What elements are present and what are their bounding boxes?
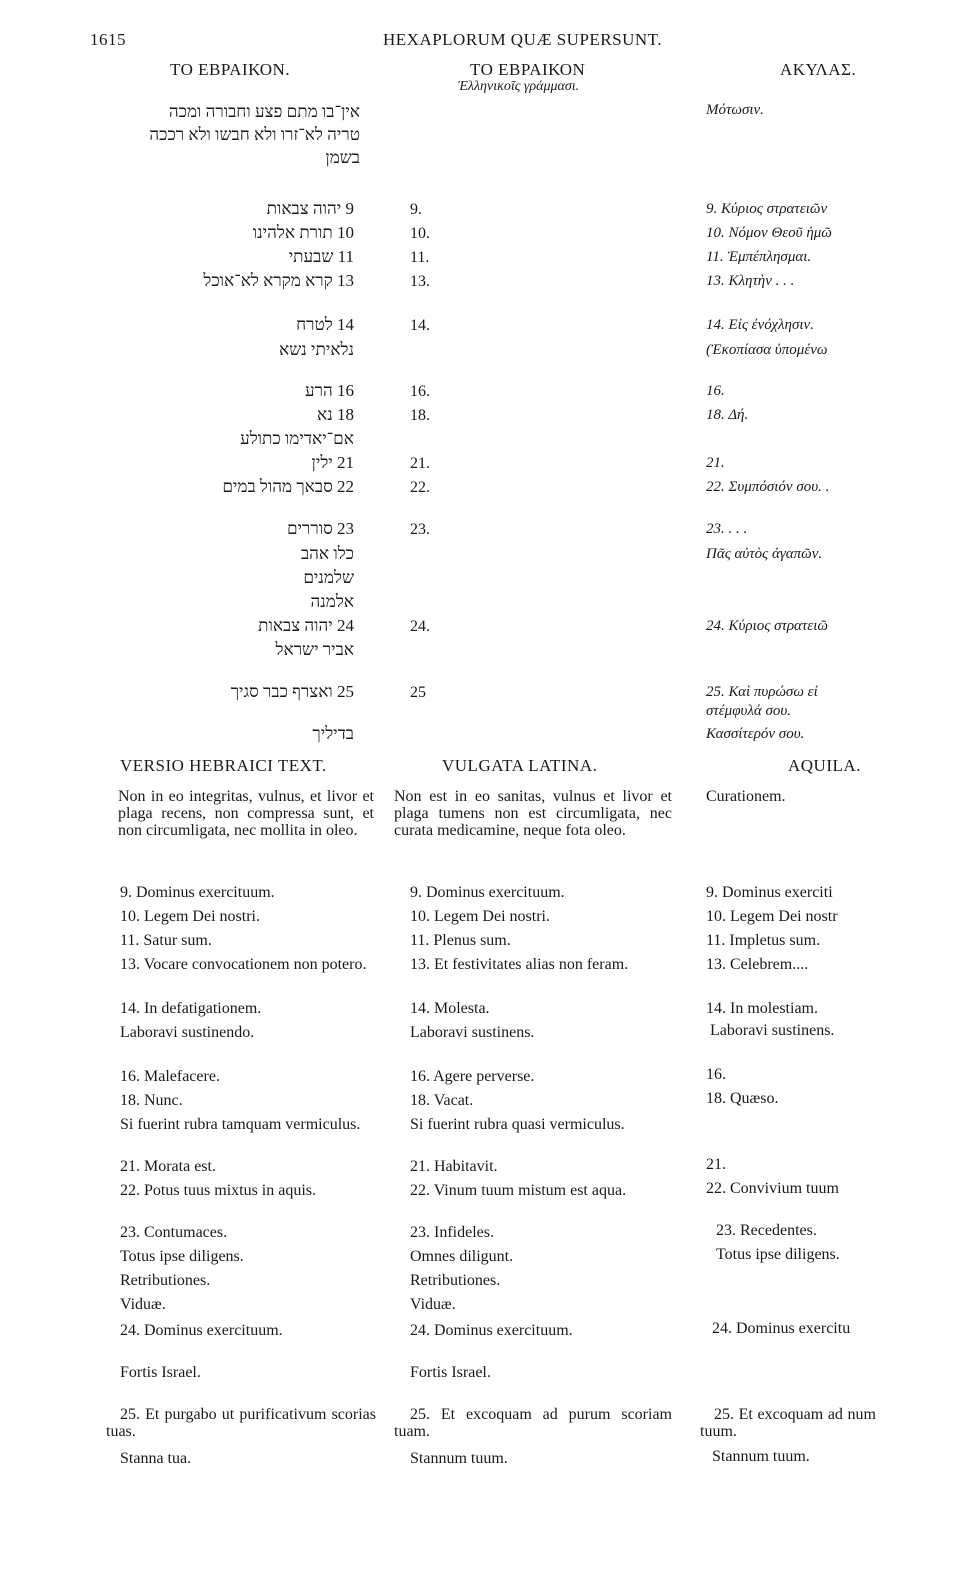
aquila-verse: Totus ipse diligens. <box>716 1246 840 1263</box>
heading-versio-hebraici: VERSIO HEBRAICI TEXT. <box>120 756 327 775</box>
versio-verse: Totus ipse diligens. <box>120 1248 244 1265</box>
latin-intro-versio: Non in eo integritas, vulnus, et livor et plaga recens, non compressa sunt, et non circumligata, nec mollita in oleo. <box>118 788 374 839</box>
vulgata-verse: Fortis Israel. <box>410 1364 491 1381</box>
vulgata-verse: 14. Molesta. <box>410 1000 490 1017</box>
heading-vulgata-latina: VULGATA LATINA. <box>442 756 598 775</box>
aquila-greek-verse: 11. Ἐμπέπλησμαι. <box>706 249 812 265</box>
aquila-greek-verse: 23. . . . <box>706 521 748 537</box>
aquila-greek-verse: 24. Κύριος στρατειῶ <box>706 618 828 634</box>
hebrew-intro-line-3: בשמן <box>325 148 360 167</box>
aquila-greek-verse: 13. Κλητὴν . . . <box>706 273 795 289</box>
verse-number: 25 <box>410 684 426 701</box>
versio-verse: 18. Nunc. <box>120 1092 183 1109</box>
hebrew-verse: 23 סוררים <box>286 519 354 538</box>
hebrew-verse: 18 נא <box>317 405 354 424</box>
hebrew-verse: 10 תורת אלהינו <box>252 223 354 242</box>
hebrew-verse: 21 ילין <box>311 453 354 472</box>
versio-verse: 24. Dominus exercituum. <box>120 1322 283 1339</box>
heading-aquila-greek: ΑΚΥΛΑΣ. <box>780 60 857 79</box>
aquila-greek-verse: στέμφυλά σου. <box>706 703 792 719</box>
versio-verse: 25. Et purgabo ut purificativum scorias tuas. <box>106 1406 376 1440</box>
versio-verse: Stanna tua. <box>120 1450 192 1467</box>
hebrew-verse: בדיליך <box>312 724 354 743</box>
verse-number: 14. <box>410 317 430 334</box>
aquila-verse: Stannum tuum. <box>712 1448 810 1465</box>
aquila-greek-verse: 25. Καὶ πυρώσω εἰ <box>706 684 818 700</box>
versio-verse: Fortis Israel. <box>120 1364 201 1381</box>
verse-number: 13. <box>410 273 430 290</box>
vulgata-verse: 9. Dominus exercituum. <box>410 884 565 901</box>
aquila-greek-verse: Κασσίτερόν σου. <box>706 726 805 742</box>
vulgata-verse: 24. Dominus exercituum. <box>410 1322 573 1339</box>
aquila-verse: 22. Convivium tuum <box>706 1180 839 1197</box>
hebrew-verse: 14 לטרח <box>296 315 354 334</box>
aquila-greek-verse: Πᾶς αὐτὸς ἀγαπῶν. <box>706 546 823 562</box>
aquila-verse: 11. Impletus sum. <box>706 932 821 949</box>
latin-intro-aquila: Curationem. <box>706 788 786 805</box>
aquila-verse: 25. Et excoquam ad num tuum. <box>700 1406 876 1440</box>
versio-verse: 22. Potus tuus mixtus in aquis. <box>120 1182 317 1199</box>
heading-hebrew-greek-letters-sub: Ἑλληνικοῖς γράμμασι. <box>458 79 580 94</box>
vulgata-verse: 22. Vinum tuum mistum est aqua. <box>410 1182 627 1199</box>
hebrew-verse: 25 ואצרף כבר סגיך <box>230 682 354 701</box>
heading-hebrew-text: ΤΟ ΕΒΡΑΙΚΟΝ. <box>170 60 291 79</box>
vulgata-verse: 18. Vacat. <box>410 1092 474 1109</box>
vulgata-verse: Stannum tuum. <box>410 1450 508 1467</box>
hebrew-verse: אם־יאדימו כתולע <box>240 429 354 448</box>
hebrew-intro-line-2: טריה לא־זרו ולא חבשו ולא רככה <box>149 125 360 144</box>
verse-number: 22. <box>410 479 430 496</box>
versio-verse: 16. Malefacere. <box>120 1068 220 1085</box>
hebrew-verse: שלמנים <box>303 568 354 587</box>
aquila-verse: 10. Legem Dei nostr <box>706 908 838 925</box>
versio-verse: Retributiones. <box>120 1272 211 1289</box>
verse-number: 11. <box>410 249 430 266</box>
versio-verse: 13. Vocare convocationem non potero. <box>120 956 367 973</box>
versio-verse: 14. In defatigationem. <box>120 1000 262 1017</box>
vulgata-verse: 11. Plenus sum. <box>410 932 511 949</box>
hebrew-verse: 11 שבעתי <box>288 247 354 266</box>
verse-number: 23. <box>410 521 430 538</box>
vulgata-verse: 21. Habitavit. <box>410 1158 498 1175</box>
vulgata-verse: 16. Agere perverse. <box>410 1068 535 1085</box>
aquila-verse: 9. Dominus exerciti <box>706 884 833 901</box>
page-number: 1615 <box>90 30 126 49</box>
vulgata-verse: 23. Infideles. <box>410 1224 494 1241</box>
hebrew-verse: אביר ישראל <box>275 640 354 659</box>
hebrew-intro-line-1: אין־בו מתם פצע וחבורה ומכה <box>168 102 360 121</box>
running-title: HEXAPLORUM QUÆ SUPERSUNT. <box>383 30 663 49</box>
vulgata-verse: 25. Et excoquam ad purum scoriam tuam. <box>394 1406 672 1440</box>
aquila-verse: 14. In molestiam. <box>706 1000 818 1017</box>
hebrew-verse: 9 יהוה צבאות <box>266 199 354 218</box>
hebrew-verse: אלמנה <box>310 592 354 611</box>
vulgata-verse: 10. Legem Dei nostri. <box>410 908 550 925</box>
versio-verse: 23. Contumaces. <box>120 1224 228 1241</box>
vulgata-verse: 13. Et festivitates alias non feram. <box>410 956 629 973</box>
aquila-verse: 18. Quæso. <box>706 1090 779 1107</box>
aquila-greek-verse: 21. <box>706 455 725 471</box>
verse-number: 16. <box>410 383 430 400</box>
vulgata-verse: Retributiones. <box>410 1272 501 1289</box>
aquila-verse: 23. Recedentes. <box>716 1222 817 1239</box>
hebrew-verse: 13 קרא מקרא לא־אוכל <box>203 271 354 290</box>
aquila-greek-verse: (Ἐκοπίασα ὑπομένω <box>706 342 828 358</box>
versio-verse: 10. Legem Dei nostri. <box>120 908 260 925</box>
aquila-greek-verse: 14. Εἰς ἐνόχλησιν. <box>706 317 814 333</box>
verse-number: 24. <box>410 618 430 635</box>
verse-number: 21. <box>410 455 430 472</box>
heading-hebrew-greek-letters: ΤΟ ΕΒΡΑΙΚΟΝ <box>470 60 586 79</box>
aquila-verse: 24. Dominus exercitu <box>712 1320 851 1337</box>
vulgata-verse: Si fuerint rubra quasi vermiculus. <box>410 1116 625 1133</box>
aquila-greek-verse: 22. Συμπόσιόν σου. . <box>706 479 830 495</box>
hebrew-verse: נלאיתי נשא <box>279 340 354 359</box>
verse-number: 9. <box>410 201 422 218</box>
hebrew-verse: 24 יהוה צבאות <box>258 616 354 635</box>
aquila-greek-verse: 16. <box>706 383 725 399</box>
versio-verse: 21. Morata est. <box>120 1158 216 1175</box>
versio-verse: Si fuerint rubra tamquam vermiculus. <box>120 1116 361 1133</box>
aquila-verse: Laboravi sustinens. <box>710 1022 835 1039</box>
aquila-greek-verse: 10. Νόμον Θεοῦ ἡμῶ <box>706 225 832 241</box>
latin-intro-vulgata: Non est in eo sanitas, vulnus et livor et plaga tumens non est circumligata, nec curata medicamine, neque fota oleo. <box>394 788 672 839</box>
aquila-greek-verse: 9. Κύριος στρατειῶν <box>706 201 828 217</box>
versio-verse: 9. Dominus exercituum. <box>120 884 275 901</box>
versio-verse: 11. Satur sum. <box>120 932 212 949</box>
aquila-verse: 16. <box>706 1066 726 1083</box>
aquila-verse: 13. Celebrem.... <box>706 956 809 973</box>
versio-verse: Viduæ. <box>120 1296 166 1313</box>
verse-number: 18. <box>410 407 430 424</box>
hebrew-verse: 16 הרע <box>305 381 354 400</box>
vulgata-verse: Omnes diligunt. <box>410 1248 514 1265</box>
versio-verse: Laboravi sustinendo. <box>120 1024 255 1041</box>
verse-number: 10. <box>410 225 430 242</box>
heading-aquila-latin: AQUILA. <box>788 756 861 775</box>
vulgata-verse: Laboravi sustinens. <box>410 1024 535 1041</box>
aquila-verse: 21. <box>706 1156 726 1173</box>
vulgata-verse: Viduæ. <box>410 1296 456 1313</box>
aquila-greek-verse: 18. Δή. <box>706 407 749 423</box>
hebrew-verse: כלו אהב <box>300 544 354 563</box>
hebrew-verse: 22 סבאך מהול במים <box>222 477 354 496</box>
aquila-intro-greek: Μότωσιν. <box>706 102 764 118</box>
